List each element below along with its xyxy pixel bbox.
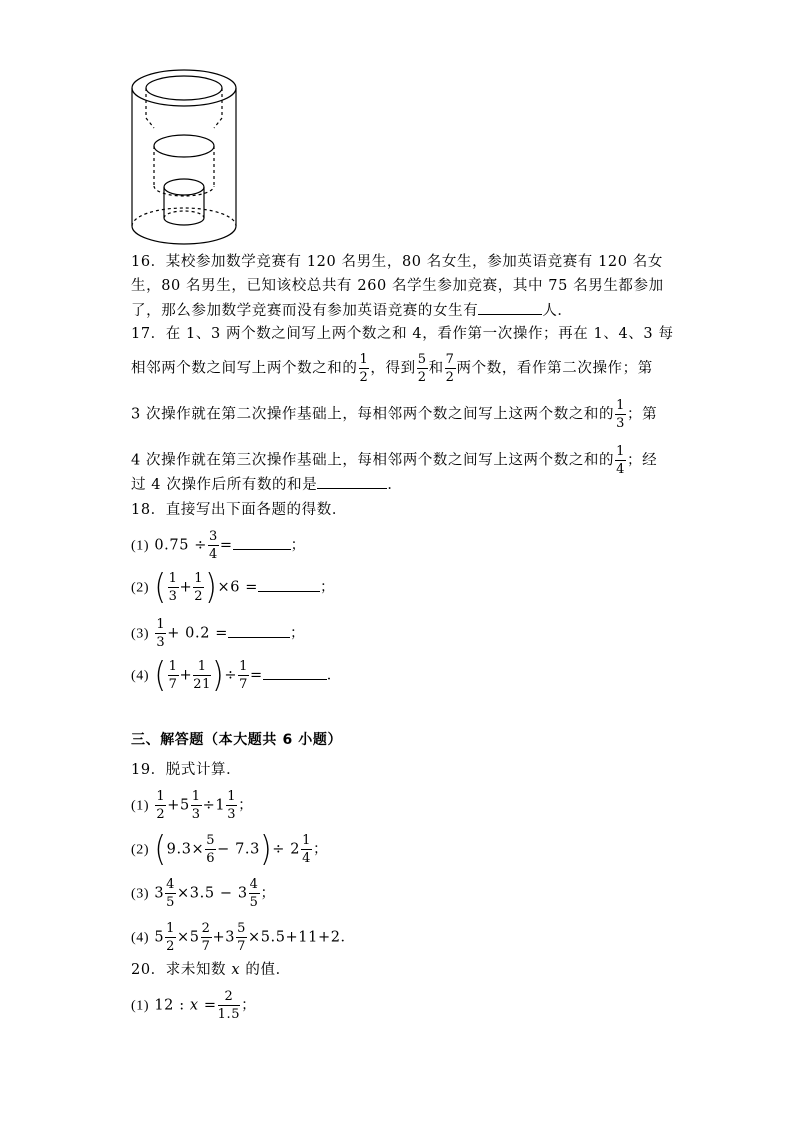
q17-text: 和 xyxy=(428,360,444,377)
q19-part-2: (2) (9.3× $\frac{5}{6}$ − 7.3)÷ 2 $\frac{1}{4}$ ； xyxy=(131,828,329,870)
q16-answer-blank[interactable] xyxy=(478,300,542,315)
q19-part-1: (1) $\frac{1}{2}$ +5 $\frac{1}{3}$ ÷1 $\frac{1}{3}$ ； xyxy=(131,789,254,822)
q20-part-1: (1) 12 : x = $\frac{2}{1.5}$ ； xyxy=(131,989,257,1022)
q17-text: 两个数，看作第二次操作；第 xyxy=(456,360,653,377)
q17-end: ． xyxy=(387,477,403,493)
q18-4-answer-blank[interactable] xyxy=(263,665,327,680)
q16-line-3 xyxy=(131,300,573,321)
fraction-seven-halves: $\frac{7}{2}$ xyxy=(445,352,455,385)
q16-line-2: 生，80 名男生，已知该校总共有 260 名学生参加竞赛，其中 75 名男生都参加 xyxy=(131,278,664,294)
q19-part-3: (3) 3 $\frac{4}{5}$ ×3.5 − 3 $\frac{4}{5}$ ； xyxy=(131,877,276,910)
nested-cylinders-figure xyxy=(128,66,248,248)
q18-part-1: (1) 0.75 ÷ $\frac{3}{4}$ = ； xyxy=(131,529,306,562)
q18-1-answer-blank[interactable] xyxy=(233,535,291,550)
q17-text: ；第 xyxy=(627,406,658,423)
fraction-one-half: $\frac{1}{2}$ xyxy=(359,352,369,385)
fraction-one-quarter: $\frac{1}{4}$ xyxy=(616,444,626,477)
q18-title: 18．直接写出下面各题的得数． xyxy=(131,502,347,518)
section-3-heading: 三、解答题（本大题共 6 小题） xyxy=(131,732,343,748)
q17-line-3 xyxy=(131,399,657,430)
q18-3-answer-blank[interactable] xyxy=(228,623,290,638)
q17-text: 4 次操作就在第三次操作基础上，每相邻两个数之间写上这两个数之和的 xyxy=(131,452,615,469)
q17-line-2 xyxy=(131,353,653,384)
q16-end: 人． xyxy=(542,303,573,319)
q20-title: 20．求未知数 x 的值． xyxy=(131,962,291,978)
q19-title: 19．脱式计算． xyxy=(131,762,242,778)
q18-2-answer-blank[interactable] xyxy=(258,577,320,592)
q18-part-2: (2) ( $\frac{1}{3}$ + $\frac{1}{2}$ )×6 = ； xyxy=(131,566,336,608)
fraction-five-halves: $\frac{5}{2}$ xyxy=(417,352,427,385)
q17-text: ；经 xyxy=(627,452,658,469)
q17-answer-blank[interactable] xyxy=(317,474,387,489)
q16-line-1: 16．某校参加数学竞赛有 120 名男生，80 名女生，参加英语竞赛有 120 名女 xyxy=(131,254,663,270)
q18-part-3: (3) $\frac{1}{3}$ + 0.2 = ； xyxy=(131,617,306,650)
q19-part-4: (4) 5 $\frac{1}{2}$ ×5 $\frac{2}{7}$ +3 $\frac{5}{7}$ ×5.5+11+2． xyxy=(131,921,356,954)
q17-line-5 xyxy=(131,474,402,495)
q17-text: 过 4 次操作后所有数的和是 xyxy=(131,477,318,493)
fraction-three-quarters: $\frac{3}{4}$ xyxy=(209,529,218,562)
fraction-one-third: $\frac{1}{3}$ xyxy=(616,398,626,431)
q17-line-4 xyxy=(131,445,657,476)
q17-line-1: 17．在 1、3 两个数之间写上两个数之和 4，看作第一次操作；再在 1、4、3 每 xyxy=(131,326,674,342)
q17-text: 相邻两个数之间写上两个数之和的 xyxy=(131,360,358,377)
q18-part-4: (4) ( $\frac{1}{7}$ + $\frac{1}{21}$ )÷ $\frac{1}{7}$ = ． xyxy=(131,654,342,696)
q16-text: 了，那么参加数学竞赛而没有参加英语竞赛的女生有 xyxy=(131,303,479,319)
q17-text: 3 次操作就在第二次操作基础上，每相邻两个数之间写上这两个数之和的 xyxy=(131,406,615,423)
q17-text: ，得到 xyxy=(370,360,416,377)
